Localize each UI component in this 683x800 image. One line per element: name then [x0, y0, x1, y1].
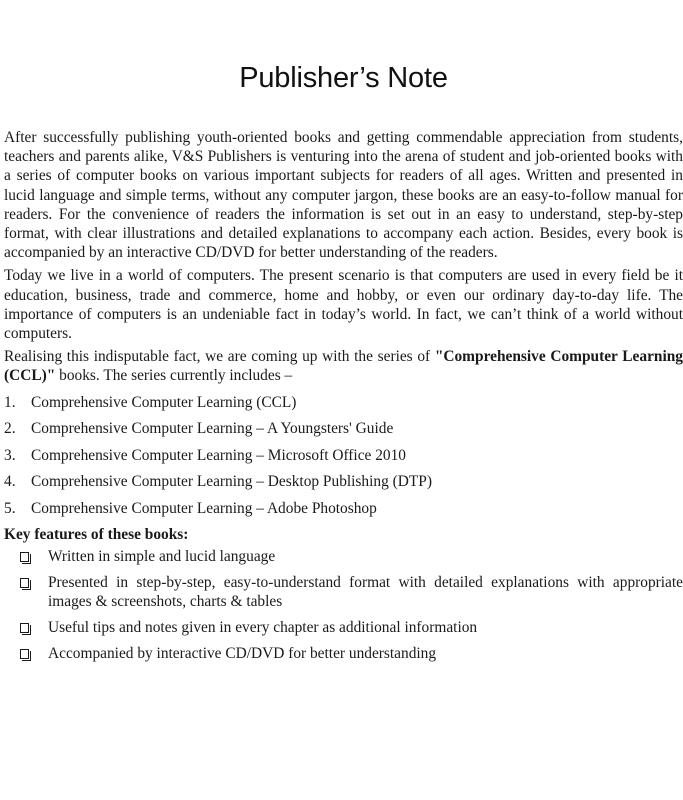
- feature-item: [4, 547, 683, 566]
- feature-item: [4, 618, 683, 637]
- list-text: Comprehensive Computer Learning – A Youngsters' Guide: [31, 420, 394, 438]
- series-list-item: [4, 496, 683, 523]
- feature-text: Written in simple and lucid language: [48, 547, 276, 565]
- series-intro-after: books. The series currently includes –: [55, 367, 293, 385]
- feature-item: [4, 573, 683, 611]
- list-text: Comprehensive Computer Learning – Microsoft Office 2010: [31, 446, 406, 464]
- series-list-item: [4, 443, 683, 470]
- square-bullet-icon: [20, 649, 29, 659]
- paragraph-computers: Today we live in a world of computers. The present scenario is that computers are used in every field be it education, business, trade and commerce, home and hobby, or even our ordinary day-to-day life. The importance of computers is an undeniable fact in today’s world. In fact, we can’t think of a world without computers.: [4, 267, 683, 343]
- series-intro-before: Realising this indisputable fact, we are coming up with the series of: [4, 348, 435, 366]
- feature-item: [4, 644, 683, 663]
- list-number: 2.: [4, 420, 16, 438]
- paragraph-series-intro: [4, 347, 683, 385]
- feature-text: Accompanied by interactive CD/DVD for better understanding: [48, 645, 437, 663]
- features-heading: Key features of these books:: [4, 525, 189, 543]
- feature-text: Presented in step-by-step, easy-to-understand format with detailed explanations with appropriate images & screenshots, charts & tables: [48, 573, 683, 611]
- square-bullet-icon: [20, 552, 29, 562]
- series-name: "Comprehensive Computer Learning (CCL)": [4, 348, 683, 385]
- list-number: 1.: [4, 393, 16, 411]
- list-number: 4.: [4, 473, 16, 491]
- page-title: Publisher’s Note: [239, 62, 448, 94]
- list-number: 5.: [4, 500, 16, 518]
- series-list-item: [4, 390, 683, 417]
- features-list: [4, 547, 683, 664]
- feature-text: Useful tips and notes given in every chapter as additional information: [48, 619, 478, 637]
- series-list: [4, 390, 683, 523]
- list-text: Comprehensive Computer Learning – Desktop Publishing (DTP): [31, 473, 432, 491]
- square-bullet-icon: [20, 623, 29, 633]
- list-number: 3.: [4, 446, 16, 464]
- series-list-item: [4, 416, 683, 443]
- square-bullet-icon: [20, 578, 29, 588]
- paragraph-intro: After successfully publishing youth-oriented books and getting commendable appreciation from students, teachers and parents alike, V&S Publishers is venturing into the arena of student and job-oriented books with a series of computer books on various important subjects for readers of all ages. Written and presented in lucid language and simple terms, without any computer jargon, these books are an easy-to-follow manual for readers. For the convenience of readers the information is set out in an easy to understand, step-by-step format, with clear illustrations and detailed explanations to accompany each action. Besides, every book is accompanied by an interactive CD/DVD for better understanding of the readers.: [4, 129, 683, 262]
- list-text: Comprehensive Computer Learning – Adobe Photoshop: [31, 500, 377, 518]
- list-text: Comprehensive Computer Learning (CCL): [31, 393, 297, 411]
- series-list-item: [4, 469, 683, 496]
